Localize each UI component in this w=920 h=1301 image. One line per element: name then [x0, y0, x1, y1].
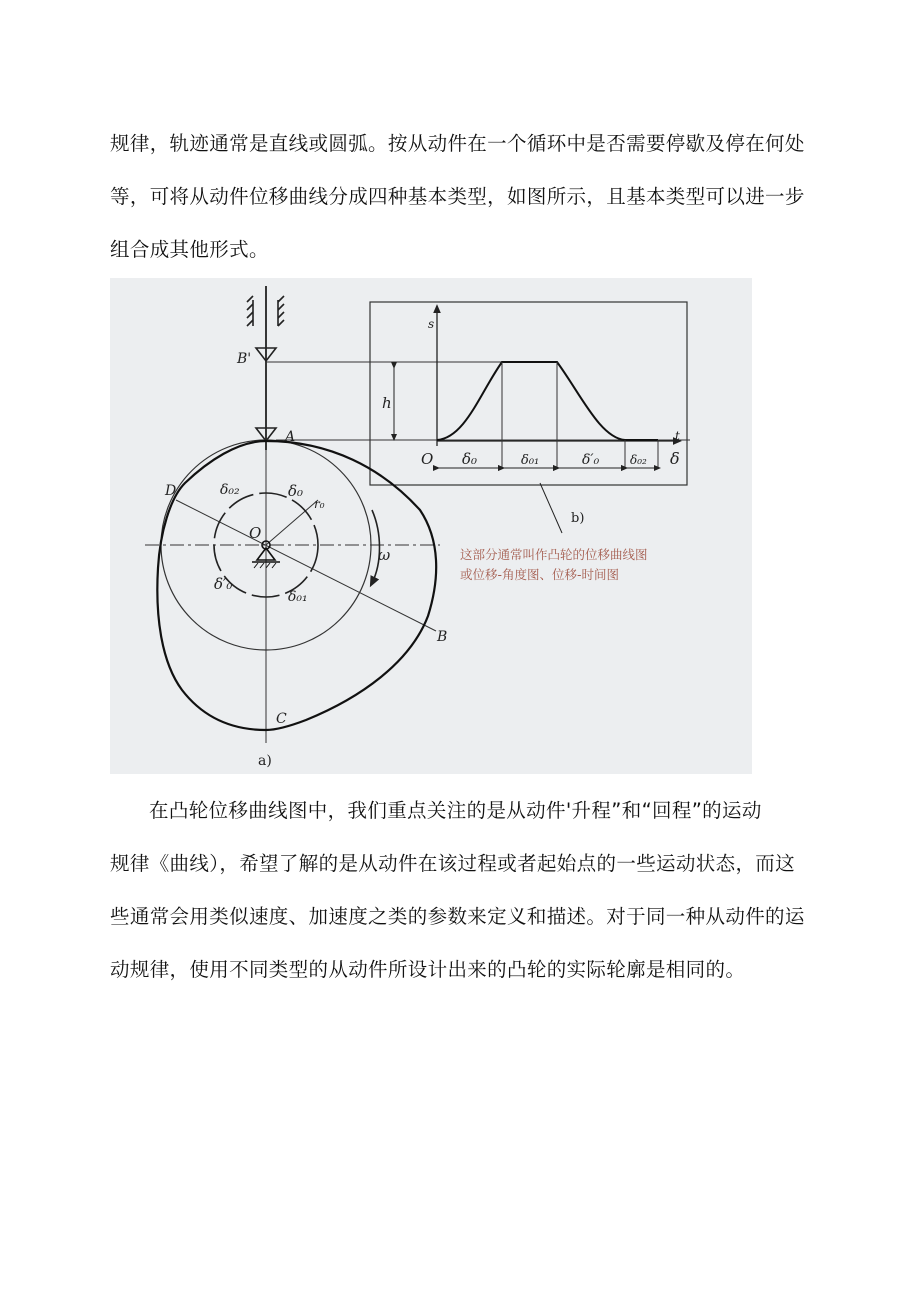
label-o: O	[249, 524, 262, 542]
cam-displacement-figure	[110, 278, 752, 774]
displacement-curve	[437, 362, 658, 440]
segment-label-delta02: δ₀₂	[630, 453, 647, 467]
paragraph-line: 规律，轨迹通常是直线或圆弧。按从动件在一个循环中是否需要停歇及停在何处	[110, 132, 805, 155]
paragraph-line: 规律《曲线），希望了解的是从动件在该过程或者起始点的一些运动状态，而这	[110, 852, 796, 875]
annotation-line: 或位移-角度图、位移-时间图	[460, 567, 620, 582]
label-delta0: δ₀	[288, 482, 304, 500]
segment-label-delta0: δ₀	[462, 450, 478, 468]
segment-label-delta01: δ₀₁	[521, 453, 540, 468]
label-delta02: δ₀₂	[220, 482, 240, 498]
paragraph-body	[110, 784, 810, 996]
paragraph-line: 等，可将从动件位移曲线分成四种基本类型，如图所示，且基本类型可以进一步	[110, 185, 805, 208]
caption-b: b)	[571, 511, 585, 526]
paragraph-line: 动规律，使用不同类型的从动件所设计出来的凸轮的实际轮廓是相同的。	[110, 958, 746, 981]
paragraph-line: 在凸轮位移曲线图中，我们重点关注的是从动件'升程”和“回程”的运动	[149, 799, 762, 822]
s-axis-label: s	[428, 317, 435, 331]
caption-a: a)	[258, 753, 272, 769]
label-c: C	[276, 711, 287, 727]
label-omega: ω	[378, 546, 391, 564]
t-axis-label: t	[675, 429, 680, 443]
paragraph-intro	[110, 117, 810, 276]
label-delta0-prime: δ′₀	[214, 575, 233, 593]
h-label: h	[382, 394, 392, 412]
label-delta01: δ₀₁	[288, 589, 308, 605]
label-b-prime: B'	[237, 351, 252, 367]
label-b: B	[437, 629, 448, 645]
paragraph-line: 组合成其他形式。	[110, 238, 269, 261]
label-a: A	[285, 429, 296, 445]
graph-origin-label: O	[421, 450, 434, 468]
segment-label-delta0-prime: δ′₀	[582, 452, 600, 468]
label-r0: r₀	[314, 497, 325, 511]
paragraph-line: 些通常会用类似速度、加速度之类的参数来定义和描述。对于同一种从动件的运	[110, 905, 805, 928]
annotation-line: 这部分通常叫作凸轮的位移曲线图	[460, 547, 648, 562]
cam-diagram	[110, 278, 752, 774]
label-d: D	[165, 483, 177, 499]
delta-axis-label: δ	[670, 449, 680, 468]
